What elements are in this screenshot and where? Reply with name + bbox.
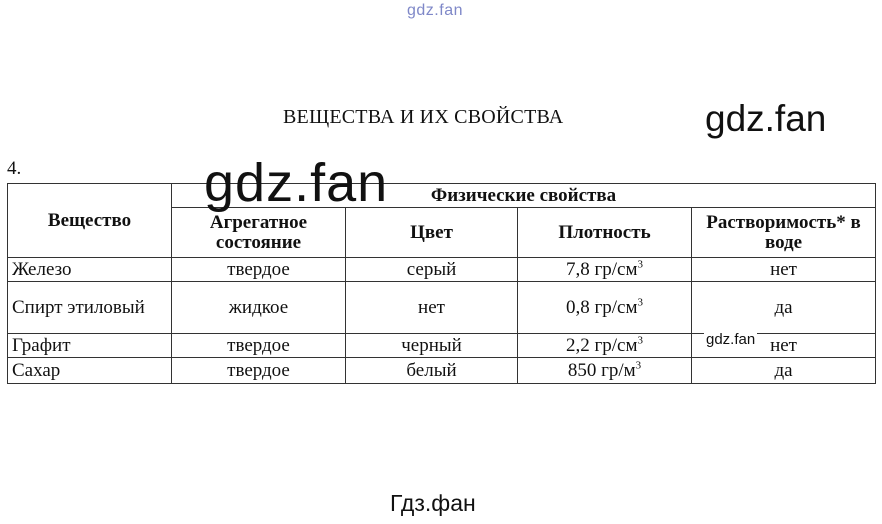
density-value: 850 гр/м	[567, 359, 636, 381]
table-row	[8, 358, 876, 384]
page-heading: ВЕЩЕСТВА И ИХ СВОЙСТВА	[283, 106, 564, 128]
cell-color: белый	[346, 358, 518, 384]
header-substance: Вещество	[8, 184, 172, 258]
header-density: Плотность	[518, 208, 692, 258]
table-header-row	[8, 184, 876, 208]
properties-table	[7, 183, 876, 384]
density-exponent: 3	[637, 334, 644, 347]
table-row	[8, 258, 876, 282]
watermark-small: gdz.fan	[706, 331, 756, 348]
cell-name: Спирт этиловый	[8, 282, 172, 334]
watermark-top: gdz.fan	[407, 2, 463, 19]
density-exponent: 3	[637, 258, 644, 271]
header-color: Цвет	[346, 208, 518, 258]
cell-name: Железо	[8, 258, 172, 282]
header-state: Агрегатное состояние	[172, 208, 346, 258]
cell-color: серый	[346, 258, 518, 282]
cell-name: Графит	[8, 334, 172, 358]
cell-solubility: нет	[692, 258, 876, 282]
density-exponent: 3	[635, 359, 642, 372]
density-value: 7,8 гр/см	[565, 258, 638, 280]
watermark-bottom: Гдз.фан	[390, 490, 476, 516]
watermark-right: gdz.fan	[705, 98, 827, 139]
cell-state: жидкое	[172, 282, 346, 334]
cell-color: нет	[346, 282, 518, 334]
table-row	[8, 282, 876, 334]
cell-color: черный	[346, 334, 518, 358]
header-physical-properties: Физические свойства	[172, 184, 876, 208]
cell-solubility: да	[692, 282, 876, 334]
cell-density	[518, 282, 692, 334]
cell-state: твердое	[172, 258, 346, 282]
cell-solubility: да	[692, 358, 876, 384]
cell-state: твердое	[172, 358, 346, 384]
cell-density	[518, 258, 692, 282]
density-value: 2,2 гр/см	[565, 334, 638, 356]
cell-name: Сахар	[8, 358, 172, 384]
header-solubility: Растворимость* в воде	[692, 208, 876, 258]
watermark-overlay: gdz.fan	[204, 153, 389, 213]
cell-density	[518, 358, 692, 384]
cell-state: твердое	[172, 334, 346, 358]
cell-density	[518, 334, 692, 358]
cell-solubility: нет	[692, 334, 876, 358]
density-value: 0,8 гр/см	[565, 296, 638, 318]
task-number: 4.	[7, 158, 22, 179]
density-exponent: 3	[637, 296, 644, 309]
